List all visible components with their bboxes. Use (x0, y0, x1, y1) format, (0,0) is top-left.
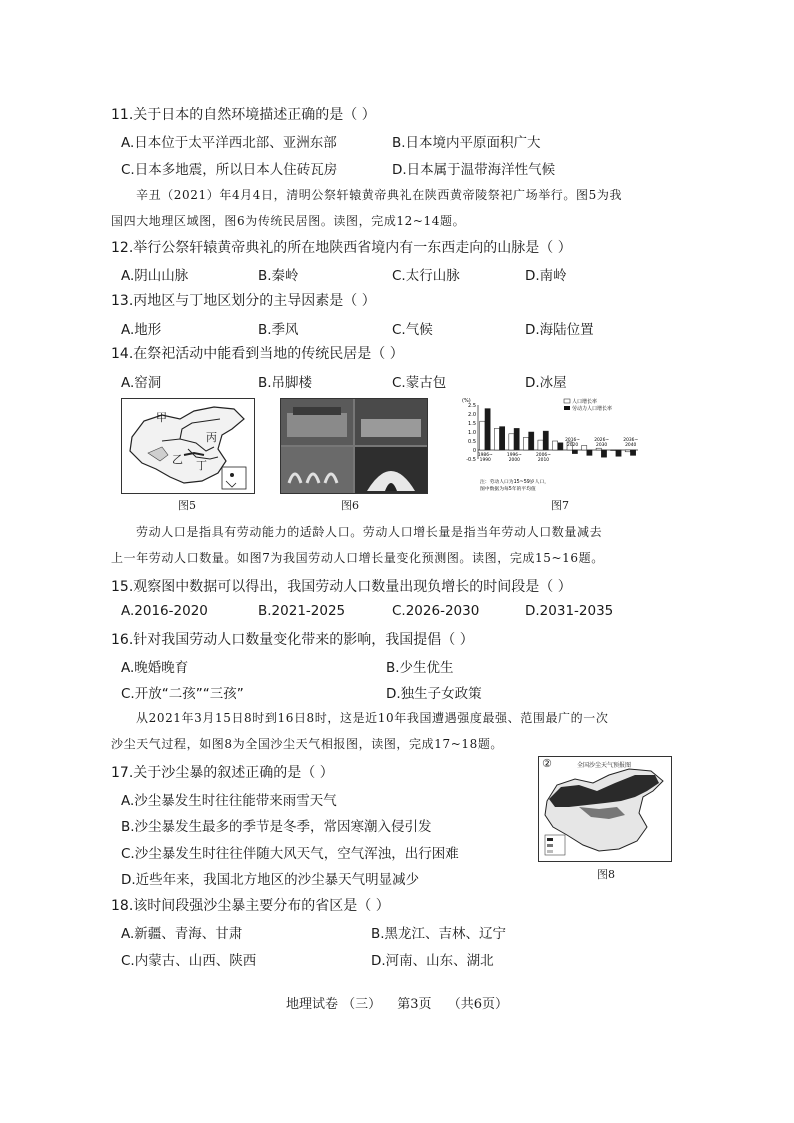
labour-growth-bar-chart (460, 395, 660, 495)
figure-5-region-map (121, 398, 255, 494)
bar-labour-growth (601, 450, 606, 457)
figure-8-map-title: 全国沙尘天气预报图 (577, 762, 632, 769)
q14-option-b[interactable]: B.吊脚楼 (258, 375, 313, 391)
q18-option-a[interactable]: A.新疆、青海、甘肃 (121, 926, 243, 942)
x-tick-label: 2016~ (565, 438, 580, 443)
q16-option-a[interactable]: A.晚婚晚育 (121, 660, 189, 676)
bar-labour-growth (630, 450, 635, 455)
x-tick-label: 2006~ (536, 453, 551, 458)
footer-total-pages: （共6页） (447, 997, 508, 1012)
q16-option-b[interactable]: B.少生优生 (386, 660, 454, 676)
y-tick-label: 1.5 (468, 421, 476, 427)
x-tick-label: 2000 (508, 458, 520, 463)
q18-option-c[interactable]: C.内蒙古、山西、陕西 (121, 953, 257, 969)
q13-option-c[interactable]: C.气候 (392, 322, 433, 338)
q17-option-a[interactable]: A.沙尘暴发生时往往能带来雨雪天气 (121, 793, 337, 809)
bar-population-growth (509, 434, 514, 450)
bar-population-growth (480, 421, 485, 450)
question-17-stem: 17.关于沙尘暴的叙述正确的是（ ） (111, 765, 334, 781)
china-region-map-illustration (122, 399, 254, 493)
material-3-line-1: 从2021年3月15日8时到16日8时，这是近10年我国遭遇强度最强、范围最广的一次 (136, 711, 609, 725)
legend-label-labour: 劳动力人口增长率 (572, 406, 613, 412)
x-tick-label: 2010 (537, 458, 550, 463)
question-13-stem: 13.丙地区与丁地区划分的主导因素是（ ） (111, 293, 376, 309)
y-tick-label: -0.5 (466, 457, 476, 463)
bar-labour-growth (485, 409, 490, 450)
q12-option-b[interactable]: B.秦岭 (258, 268, 299, 284)
bar-labour-growth (529, 432, 534, 450)
q12-option-c[interactable]: C.太行山脉 (392, 268, 460, 284)
bar-labour-growth (514, 428, 519, 450)
q18-option-d[interactable]: D.河南、山东、湖北 (371, 953, 494, 969)
q11-option-b[interactable]: B.日本境内平原面积广大 (392, 135, 541, 151)
legend-label-population: 人口增长率 (572, 399, 598, 405)
figure-5-caption: 图5 (178, 499, 196, 512)
bar-labour-growth (587, 450, 592, 455)
y-tick-label: 0 (472, 448, 476, 454)
bar-labour-growth (543, 431, 548, 450)
x-tick-label: 1996~ (506, 453, 522, 458)
question-12-stem: 12.举行公祭轩辕黄帝典礼的所在地陕西省境内有一东西走向的山脉是（ ） (111, 240, 572, 256)
question-18-stem: 18.该时间段强沙尘暴主要分布的省区是（ ） (111, 898, 390, 914)
region-label-yi: 乙 (172, 453, 183, 466)
x-tick-label: 2020 (566, 443, 579, 448)
q14-option-c[interactable]: C.蒙古包 (392, 375, 447, 391)
page-footer (0, 993, 794, 1012)
x-tick-label: 1986~ (477, 453, 493, 458)
bar-population-growth (611, 450, 616, 451)
material-2-line-1: 劳动人口是指具有劳动能力的适龄人口。劳动人口增长量是指当年劳动人口数量减去 (136, 525, 603, 539)
figure-8-circled-number: ② (542, 757, 552, 770)
x-tick-label: 2026~ (594, 438, 610, 443)
figure-8-dust-map (538, 756, 672, 862)
bar-labour-growth (572, 450, 577, 454)
region-label-ding: 丁 (196, 459, 207, 472)
q15-option-b[interactable]: B.2021-2025 (258, 603, 346, 619)
bar-population-growth (582, 446, 587, 451)
bar-population-growth (552, 441, 557, 450)
legend-swatch-labour (564, 406, 570, 410)
q12-option-d[interactable]: D.南岭 (525, 268, 567, 284)
region-label-jia: 甲 (156, 411, 167, 424)
q13-option-a[interactable]: A.地形 (121, 322, 162, 338)
y-axis-unit: (%) (462, 398, 471, 404)
material-1-line-2: 国四大地理区域图，图6为传统民居图。读图，完成12~14题。 (111, 214, 466, 228)
x-tick-label: 2040 (625, 443, 637, 448)
bar-labour-growth (500, 427, 505, 450)
bar-population-growth (596, 448, 601, 450)
q11-option-a[interactable]: A.日本位于太平洋西北部、亚洲东部 (121, 135, 337, 151)
q17-option-c[interactable]: C.沙尘暴发生时往往伴随大风天气，空气浑浊，出行困难 (121, 846, 459, 862)
material-3-line-2: 沙尘天气过程，如图8为全国沙尘天气相报图，读图，完成17~18题。 (111, 737, 504, 751)
q11-option-d[interactable]: D.日本属于温带海洋性气候 (392, 162, 556, 178)
figure-7-chart-container (460, 395, 660, 495)
y-tick-label: 0.5 (468, 439, 476, 445)
question-15-stem: 15.观察图中数据可以得出，我国劳动人口数量出现负增长的时间段是（ ） (111, 579, 572, 595)
q16-option-d[interactable]: D.独生子女政策 (386, 686, 482, 702)
legend-swatch-population (564, 399, 570, 403)
q13-option-b[interactable]: B.季风 (258, 322, 299, 338)
x-tick-label: 2036~ (623, 438, 639, 443)
q13-option-d[interactable]: D.海陆位置 (525, 322, 594, 338)
question-14-stem: 14.在祭祀活动中能看到当地的传统民居是（ ） (111, 346, 404, 362)
bar-population-growth (494, 428, 499, 450)
material-1-line-1: 辛丑（2021）年4月4日，清明公祭轩辕黄帝典礼在陕西黄帝陵祭祀广场举行。图5为我 (136, 188, 623, 202)
bar-labour-growth (558, 443, 563, 450)
material-2-line-2: 上一年劳动人口数量。如图7为我国劳动人口增长量变化预测图。读图，完成15~16题。 (111, 551, 604, 565)
q14-option-a[interactable]: A.窑洞 (121, 375, 162, 391)
q12-option-a[interactable]: A.阴山山脉 (121, 268, 189, 284)
question-11-stem: 11.关于日本的自然环境描述正确的是（ ） (111, 107, 376, 123)
q16-option-c[interactable]: C.开放“二孩”“三孩” (121, 686, 244, 702)
y-tick-label: 2.5 (468, 403, 476, 409)
q11-option-c[interactable]: C.日本多地震，所以日本人住砖瓦房 (121, 162, 338, 178)
y-tick-label: 2.0 (468, 412, 476, 418)
figure-7-caption: 图7 (551, 499, 569, 512)
dwellings-collage-illustration (281, 399, 427, 493)
x-tick-label: 2030 (596, 443, 608, 448)
bar-population-growth (625, 450, 630, 452)
q17-option-d[interactable]: D.近些年来，我国北方地区的沙尘暴天气明显减少 (121, 872, 420, 888)
x-tick-label: 1990 (479, 458, 491, 463)
q15-option-d[interactable]: D.2031-2035 (525, 603, 614, 619)
footer-subject: 地理试卷 （三） (286, 997, 382, 1012)
q15-option-a[interactable]: A.2016-2020 (121, 603, 208, 619)
question-16-stem: 16.针对我国劳动人口数量变化带来的影响，我国提倡（ ） (111, 632, 474, 648)
footer-page-number: 第3页 (397, 997, 432, 1012)
q15-option-c[interactable]: C.2026-2030 (392, 603, 480, 619)
q14-option-d[interactable]: D.冰屋 (525, 375, 567, 391)
chart-note-2: 图中数据为每5年的平均值 (480, 487, 536, 492)
y-tick-label: 1.0 (468, 430, 476, 436)
q18-option-b[interactable]: B.黑龙江、吉林、辽宁 (371, 926, 507, 942)
bar-labour-growth (616, 450, 621, 456)
chart-note-1: 注：劳动人口为15~59岁人口， (480, 480, 549, 485)
bar-population-growth (538, 440, 543, 450)
region-label-bing: 丙 (206, 431, 217, 444)
bar-population-growth (523, 437, 528, 450)
figure-6-dwellings-photos (280, 398, 428, 494)
figure-6-caption: 图6 (341, 499, 359, 512)
figure-8-caption: 图8 (597, 868, 615, 881)
dust-weather-map-illustration (539, 757, 671, 861)
q17-option-b[interactable]: B.沙尘暴发生最多的季节是冬季，常因寒潮入侵引发 (121, 819, 432, 835)
